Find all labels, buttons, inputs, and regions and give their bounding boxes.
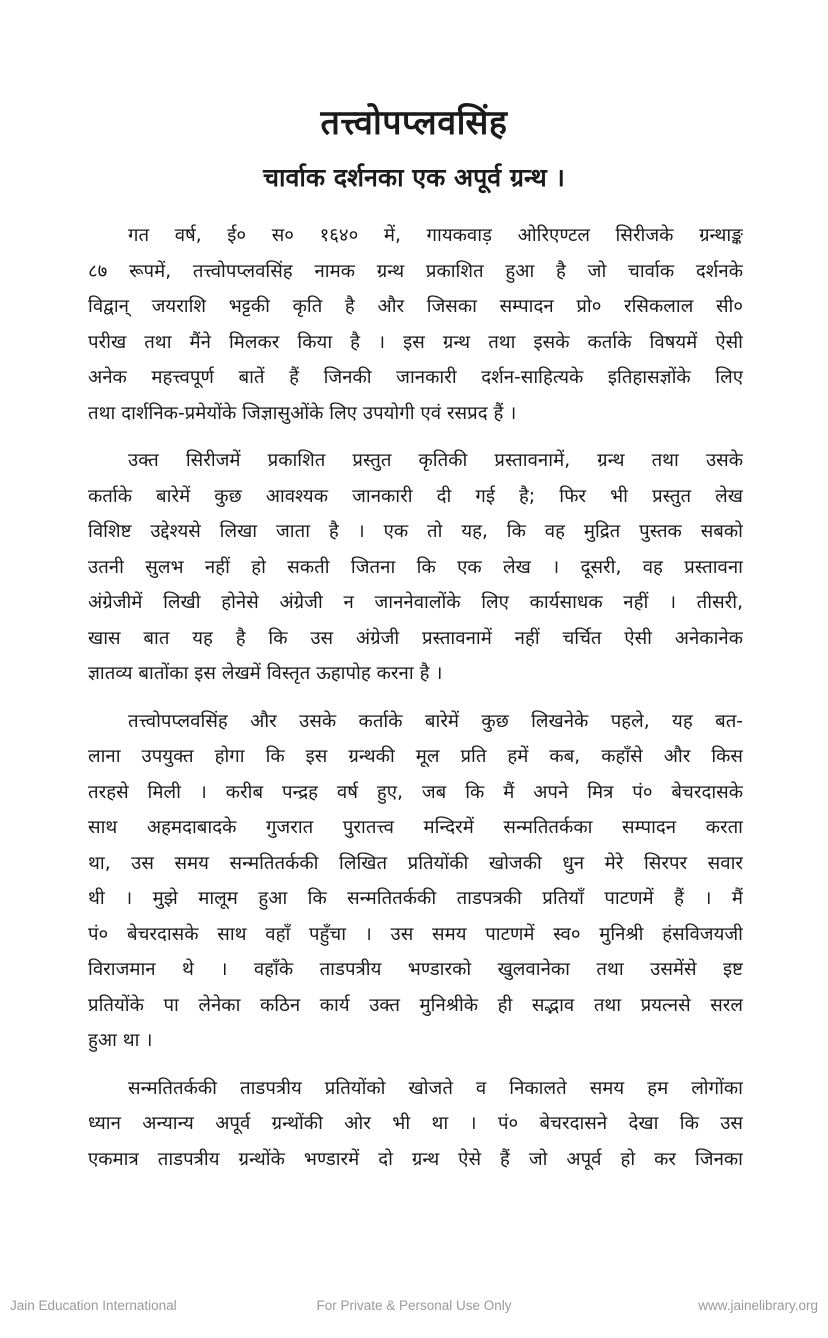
page-footer	[0, 1296, 828, 1320]
text-line: सन्मतितर्ककी ताडपत्रीय प्रतियोंको खोजते व निकालते समय हम लोगोंका	[128, 1077, 743, 1099]
text-line: ज्ञातव्य बातोंका इस लेखमें विस्तृत ऊहापोह करना है ।	[88, 663, 443, 684]
text-line: अंग्रेजीमें लिखी होनेसे अंग्रेजी न जाननेवालोंके लिए कार्यसाधक नहीं । तीसरी,	[88, 592, 743, 613]
footer-publisher: Jain Education International	[10, 1298, 177, 1313]
page-subtitle: चार्वाक दर्शनका एक अपूर्व ग्रन्थ ।	[263, 163, 565, 192]
text-line: ध्यान अन्यान्य अपूर्व ग्रन्थोंकी ओर भी था । पं० बेचरदासने देखा कि उस	[88, 1113, 743, 1134]
text-line: विशिष्ट उद्देश्यसे लिखा जाता है । एक तो यह, कि वह मुद्रित पुस्तक सबको	[88, 521, 743, 542]
text-line: परीख तथा मैंने मिलकर किया है । इस ग्रन्थ तथा इसके कर्ताके विषयमें ऐसी	[88, 331, 743, 353]
text-line: एकमात्र ताडपत्रीय ग्रन्थोंके भण्डारमें दो ग्रन्थ ऐसे हैं जो अपूर्व हो कर जिनका	[88, 1148, 743, 1170]
footer-website-link[interactable]: www.jainelibrary.org	[698, 1298, 818, 1313]
text-line: उक्त सिरीजमें प्रकाशित प्रस्तुत कृतिकी प्रस्तावनामें, ग्रन्थ तथा उसके	[128, 450, 743, 471]
text-line: हुआ था ।	[88, 1030, 153, 1051]
paragraph-4	[88, 1071, 743, 1178]
text-line: गत वर्ष, ई० स० १६४० में, गायकवाड़ ओरिएण्टल सिरीजके ग्रन्थाङ्क	[128, 225, 743, 246]
text-line: खास बात यह है कि उस अंग्रेजी प्रस्तावनामें नहीं चर्चित ऐसी अनेकानेक	[88, 627, 743, 649]
page-title: तत्त्वोपप्लवसिंह	[320, 103, 508, 143]
text-line: पं० बेचरदासके साथ वहाँ पहुँचा । उस समय पाटणमें स्व० मुनिश्री हंसविजयजी	[88, 923, 743, 945]
text-line: थी । मुझे मालूम हुआ कि सन्मतितर्ककी ताडपत्रकी प्रतियाँ पाटणमें हैं । मैं	[88, 888, 743, 909]
footer-usage-note: For Private & Personal Use Only	[316, 1298, 512, 1313]
paragraph-2	[88, 443, 743, 692]
text-line: था, उस समय सन्मतितर्ककी लिखित प्रतियोंकी खोजकी धुन मेरे सिरपर सवार	[88, 852, 743, 874]
text-line: विद्वान् जयराशि भट्टकी कृति है और जिसका सम्पादन प्रो० रसिकलाल सी०	[88, 296, 743, 317]
text-line: लाना उपयुक्त होगा कि इस ग्रन्थकी मूल प्रति हमें कब, कहाँसे और किस	[88, 746, 743, 767]
text-line: उतनी सुलभ नहीं हो सकती जितना कि एक लेख । दूसरी, वह प्रस्तावना	[88, 556, 743, 578]
paragraph-1	[88, 218, 743, 431]
text-line: तथा दार्शनिक-प्रमेयोंके जिज्ञासुओंके लिए उपयोगी एवं रसप्रद हैं ।	[88, 402, 517, 424]
document-body	[88, 218, 743, 1189]
text-line: प्रतियोंके पा लेनेका कठिन कार्य उक्त मुनिश्रीके ही सद्भाव तथा प्रयत्नसे सरल	[88, 994, 743, 1016]
text-line: कर्ताके बारेमें कुछ आवश्यक जानकारी दी गई है; फिर भी प्रस्तुत लेख	[88, 485, 743, 507]
text-line: विराजमान थे । वहाँके ताडपत्रीय भण्डारको खुलवानेका तथा उसमेंसे इष्ट	[88, 959, 743, 980]
text-line: तत्त्वोपप्लवसिंह और उसके कर्ताके बारेमें कुछ लिखनेके पहले, यह बत-	[128, 710, 743, 732]
text-line: अनेक महत्त्वपूर्ण बातें हैं जिनकी जानकारी दर्शन-साहित्यके इतिहासज्ञोंके लिए	[88, 367, 743, 388]
text-line: साथ अहमदाबादके गुजरात पुरातत्त्व मन्दिरमें सन्मतितर्कका सम्पादन करता	[88, 817, 743, 838]
text-line: ८७ रूपमें, तत्त्वोपप्लवसिंह नामक ग्रन्थ प्रकाशित हुआ है जो चार्वाक दर्शनके	[88, 260, 743, 282]
text-line: तरहसे मिली । करीब पन्द्रह वर्ष हुए, जब कि मैं अपने मित्र पं० बेचरदासके	[88, 781, 743, 803]
paragraph-3	[88, 704, 743, 1059]
